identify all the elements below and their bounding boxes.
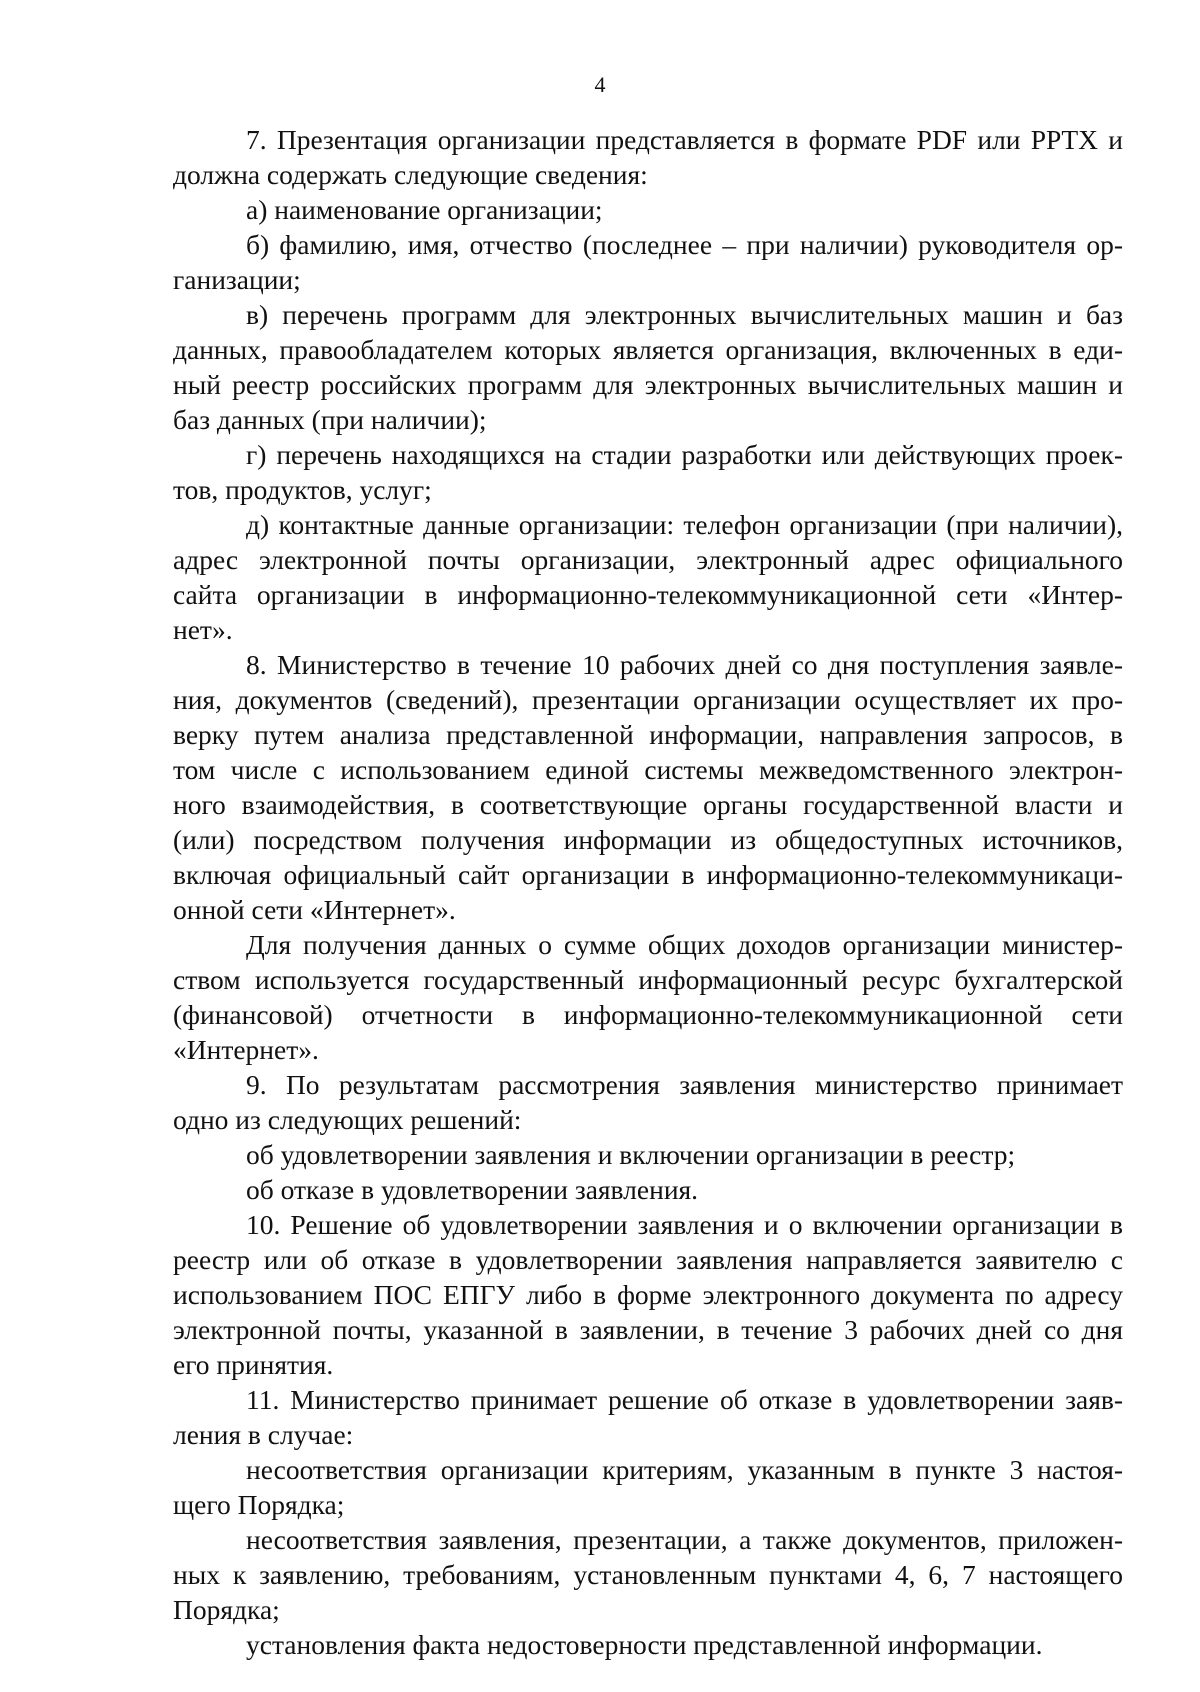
- text-line: а) наименование организации;: [246, 194, 603, 225]
- text-line: баз данных (при наличии);: [173, 404, 487, 435]
- text-line: ления в случае:: [173, 1419, 354, 1450]
- text-line: Для получения данных о сумме общих доходов организации министер-: [246, 929, 1123, 960]
- text-line: ного взаимодействия, в соответствующие органы государственной власти и: [173, 789, 1123, 820]
- document-body: [173, 122, 1123, 1662]
- text-line: сайта организации в информационно-телекоммуникационной сети «Интер-: [173, 579, 1123, 610]
- text-line: ных к заявлению, требованиям, установленным пунктами 4, 6, 7 настоящего: [173, 1559, 1123, 1590]
- text-line: нет».: [173, 614, 233, 645]
- text-line: (или) посредством получения информации из общедоступных источников,: [173, 824, 1123, 855]
- text-line: использованием ПОС ЕПГУ либо в форме электронного документа по адресу: [173, 1279, 1123, 1310]
- text-line: (финансовой) отчетности в информационно-телекоммуникационной сети: [173, 999, 1123, 1030]
- text-line: об отказе в удовлетворении заявления.: [246, 1174, 699, 1205]
- text-line: ством используется государственный информационный ресурс бухгалтерской: [173, 964, 1123, 995]
- text-line: включая официальный сайт организации в информационно-телекоммуникаци-: [173, 859, 1123, 890]
- text-line: адрес электронной почты организации, электронный адрес официального: [173, 544, 1123, 575]
- text-line: верку путем анализа представленной информации, направления запросов, в: [173, 719, 1123, 750]
- text-line: 7. Презентация организации представляется в формате PDF или PPTX и: [246, 124, 1123, 155]
- text-line: данных, правообладателем которых является организация, включенных в еди-: [173, 334, 1123, 365]
- text-line: 9. По результатам рассмотрения заявления министерство принимает: [246, 1069, 1123, 1100]
- text-line: ганизации;: [173, 264, 301, 295]
- text-line: его принятия.: [173, 1349, 334, 1380]
- page-number: 4: [594, 72, 606, 97]
- text-line: г) перечень находящихся на стадии разработки или действующих проек-: [246, 439, 1123, 470]
- text-line: ния, документов (сведений), презентации организации осуществляет их про-: [173, 684, 1123, 715]
- text-line: «Интернет».: [173, 1034, 319, 1065]
- text-line: щего Порядка;: [173, 1489, 345, 1520]
- text-line: Порядка;: [173, 1594, 280, 1625]
- text-line: должна содержать следующие сведения:: [173, 159, 648, 190]
- text-line: несоответствия организации критериям, указанным в пункте 3 настоя-: [246, 1454, 1123, 1485]
- text-line: одно из следующих решений:: [173, 1104, 522, 1135]
- text-line: установления факта недостоверности представленной информации.: [246, 1629, 1043, 1660]
- text-line: том числе с использованием единой системы межведомственного электрон-: [173, 754, 1123, 785]
- text-line: 8. Министерство в течение 10 рабочих дней со дня поступления заявле-: [246, 649, 1123, 680]
- text-line: в) перечень программ для электронных вычислительных машин и баз: [246, 299, 1123, 330]
- text-line: несоответствия заявления, презентации, а также документов, приложен-: [246, 1524, 1123, 1555]
- text-line: тов, продуктов, услуг;: [173, 474, 432, 505]
- text-line: реестр или об отказе в удовлетворении заявления направляется заявителю с: [173, 1244, 1123, 1275]
- text-line: б) фамилию, имя, отчество (последнее – при наличии) руководителя ор-: [246, 229, 1123, 260]
- text-line: д) контактные данные организации: телефон организации (при наличии),: [246, 509, 1123, 540]
- text-line: электронной почты, указанной в заявлении, в течение 3 рабочих дней со дня: [173, 1314, 1123, 1345]
- text-line: об удовлетворении заявления и включении организации в реестр;: [246, 1139, 1016, 1170]
- text-line: ный реестр российских программ для электронных вычислительных машин и: [173, 369, 1123, 400]
- text-line: 11. Министерство принимает решение об отказе в удовлетворении заяв-: [246, 1384, 1123, 1415]
- text-line: 10. Решение об удовлетворении заявления и о включении организации в: [246, 1209, 1123, 1240]
- text-line: онной сети «Интернет».: [173, 894, 456, 925]
